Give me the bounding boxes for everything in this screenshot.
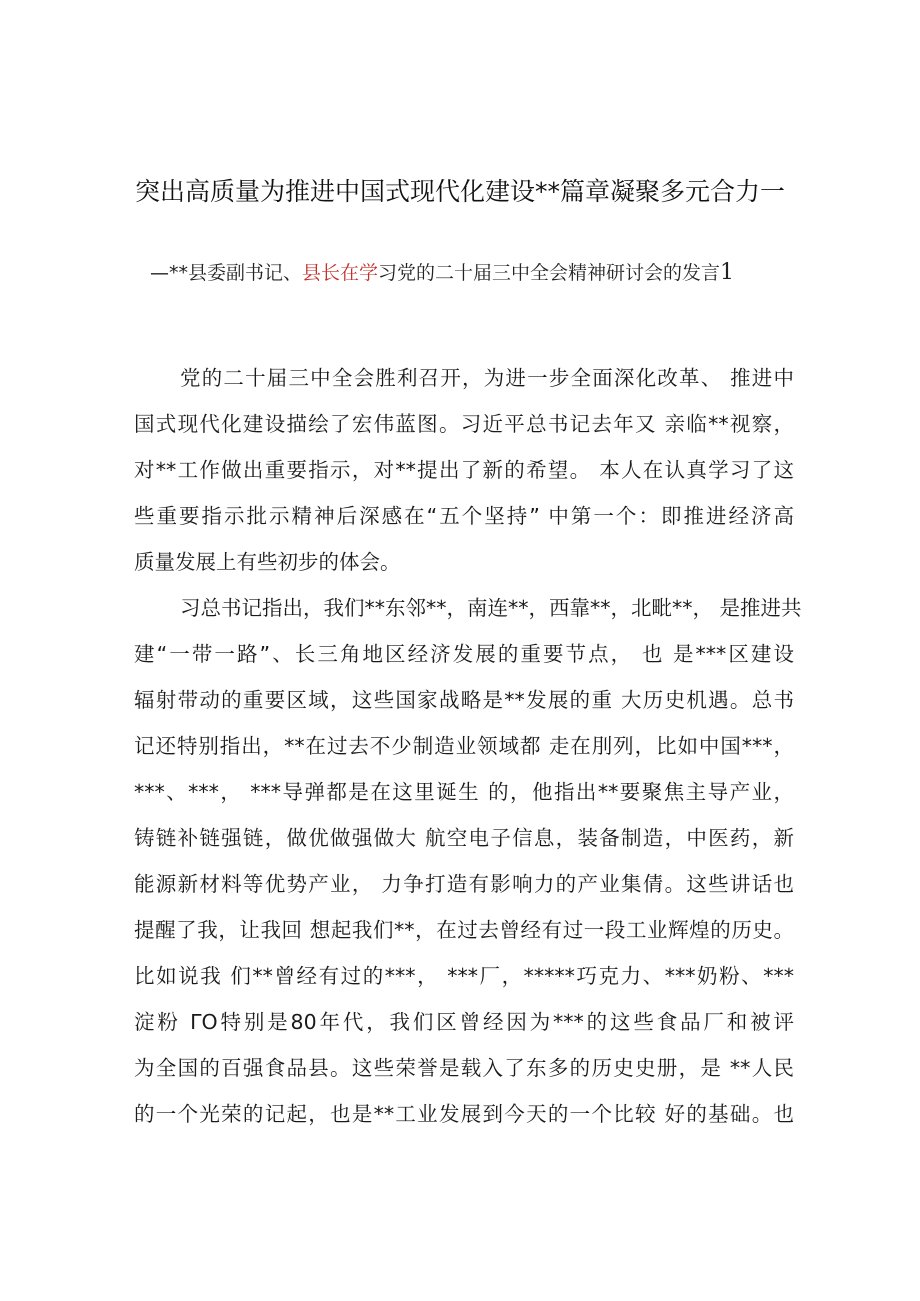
paragraph-2-line-2: 建“一带一路”、长三角地区经济发展的重要节点， 也 是***区建设 — [134, 642, 794, 666]
paragraph-1-line-3: 对**工作做出重要指示，对**提出了新的希望。 本人在认真学习了这 — [134, 458, 794, 482]
paragraph-1-line-5: 质量发展上有些初步的体会。 — [134, 550, 401, 574]
paragraph-1-line-2: 国式现代化建设描绘了宏伟蓝图。习近平总书记去年又 亲临**视察， — [134, 412, 794, 436]
paragraph-2-line-8: 提醒了我，让我回 想起我们**，在过去曾经有过一段工业辉煌的历史。 — [134, 918, 794, 942]
paragraph-2-line-10: 淀粉 ΓO特别是80年代，我们区曾经因为***的这些食品厂和被评 — [134, 1010, 794, 1034]
subtitle-suffix: 1 — [720, 260, 735, 285]
paragraph-2-line-11: 为全国的百强食品县。这些荣誉是载入了东多的历史史册，是 **人民 — [134, 1056, 794, 1080]
paragraph-2-line-9: 比如说我 们**曾经有过的***， ***厂，*****巧克力、***奶粉、*** — [134, 964, 794, 988]
paragraph-2-line-1: 习总书记指出，我们**东邻**，南连**，西靠**，北毗**， 是推进共 — [180, 596, 802, 620]
paragraph-2-line-4: 记还特别指出，**在过去不少制造业领域都 走在刖列，比如中国***， — [134, 734, 794, 758]
paragraph-2-line-5: ***、***， ***导弹都是在这里诞生 的，他指出**要聚焦主导产业， — [134, 780, 794, 804]
paragraph-2-line-6: 铸链补链强链，做优做强做大 航空电子信息，装备制造，中医药，新 — [134, 826, 794, 850]
paragraph-2-line-12: 的一个光荣的记起，也是**工业发展到今天的一个比较 好的基础。也 — [134, 1102, 794, 1126]
document-title: 突出高质量为推进中国式现代化建设**篇章凝聚多元合力一 — [134, 177, 785, 206]
paragraph-1-line-1: 党的二十届三中全会胜利召开，为进一步全面深化改革、 推进中 — [180, 366, 794, 390]
subtitle-prefix: —**县委副书记、 — [150, 262, 303, 284]
subtitle-rest: 习党的二十届三中全会精神研讨会的发言 — [378, 262, 721, 284]
document-subtitle — [150, 258, 870, 285]
paragraph-2-line-7: 能源新材料等优势产业， 力争打造有影响力的产业集倩。这些讲话也 — [134, 872, 794, 896]
subtitle-highlight: 县长在学 — [302, 262, 379, 284]
paragraph-1-line-4: 些重要指示批示精神后深感在“五个坚持” 中第一个：即推进经济高 — [134, 504, 794, 528]
paragraph-2-line-3: 辐射带动的重要区域，这些国家战略是**发展的重 大历史机遇。总书 — [134, 688, 794, 712]
